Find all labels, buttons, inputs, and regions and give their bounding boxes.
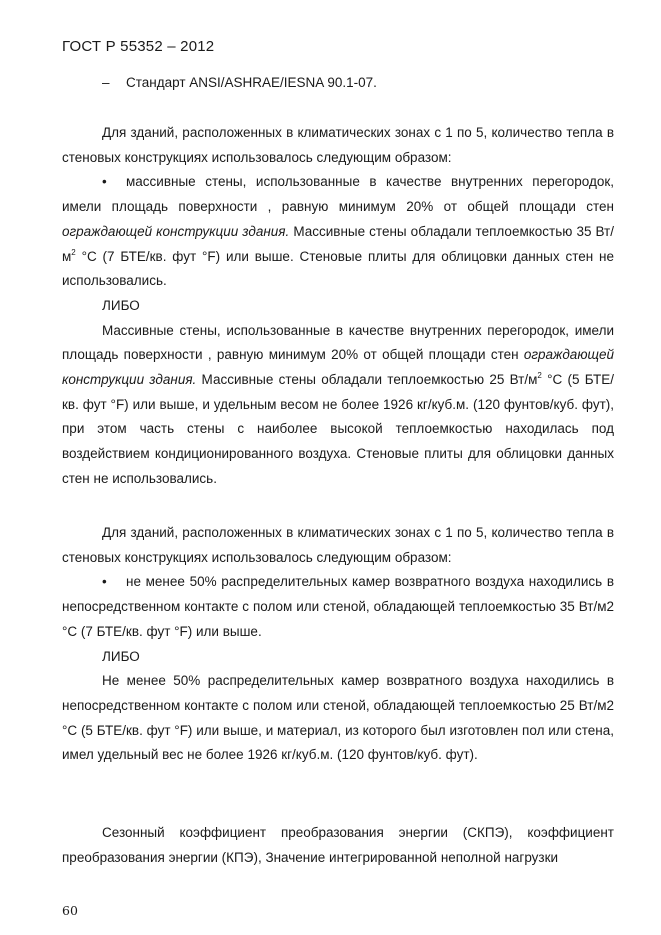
- section-1-alt-italic: ограждающей конструкции здания.: [62, 347, 614, 388]
- section-1-intro: Для зданий, расположенных в климатических зонах с 1 по 5, количество тепла в стеновых конструкциях использовалось следующим образом:: [62, 125, 614, 165]
- section-1-alt-text-b: Массивные стены обладали теплоемкостью 25 Вт/м: [201, 372, 538, 388]
- dash-marker: –: [102, 75, 110, 90]
- superscript: 2: [537, 371, 542, 381]
- section-1-alternative: [62, 319, 614, 492]
- section-2-bullet: [62, 570, 614, 644]
- document-header: ГОСТ Р 55352 – 2012: [62, 38, 215, 55]
- page-number: 60: [62, 903, 78, 918]
- standard-reference-text: Стандарт ANSI/ASHRAE/IESNA 90.1-07.: [126, 75, 377, 90]
- section-1-bullet-text-a: массивные стены, использованные в качестве внутренних перегородок, имели площадь поверхности , равную минимум 20% от общей площади стен: [62, 174, 614, 215]
- section-1: [62, 121, 614, 492]
- section-1-bullet: [62, 170, 614, 294]
- or-label: ЛИБО: [102, 297, 140, 313]
- section-1-bullet-italic: ограждающей конструкции здания.: [62, 223, 290, 239]
- section-1-bullet-text-b: Массивные стены обладали теплоемкостью 35 Вт/м: [62, 223, 614, 264]
- or-label: ЛИБО: [102, 648, 140, 664]
- section-1-alt-text-a: Массивные стены, использованные в качестве внутренних перегородок, имели площадь поверхности , равную минимум 20% от общей площади стен: [62, 322, 614, 363]
- section-2-intro: Для зданий, расположенных в климатических зонах с 1 по 5, количество тепла в стеновых конструкциях использовалось следующим образом:: [62, 525, 614, 565]
- bullet-marker: •: [102, 574, 107, 590]
- section-3-text: Сезонный коэффициент преобразования энергии (СКПЭ), коэффициент преобразования энергии (КПЭ), Значение интегрированной неполной нагрузки: [62, 825, 614, 865]
- section-3: [62, 821, 614, 870]
- section-2-alternative: Не менее 50% распределительных камер возвратного воздуха находились в непосредственном контакте с полом или стеной, обладающей теплоемкостью 25 Вт/м2 °С (5 БТЕ/кв. фут °F) или выше, и материал, из которого был изготовлен пол или стена, имел удельный вес не более 1926 кг/куб.м. (120 фунтов/куб. фут).: [62, 673, 614, 763]
- standard-reference-line: [102, 75, 377, 90]
- section-1-bullet-text-c: °С (7 БТЕ/кв. фут °F) или выше. Стеновые плиты для облицовки данных стен не использовались.: [62, 248, 614, 289]
- superscript: 2: [71, 247, 76, 257]
- section-1-alt-text-c: °С (5 БТЕ/кв. фут °F) или выше, и удельным весом не более 1926 кг/куб.м. (120 фунтов/куб. фут), при этом часть стены с наиболее высокой теплоемкостью находилась под воздействием кондиционированного воздуха. Стеновые плиты для облицовки данных стен не использовались.: [62, 372, 614, 486]
- section-2: [62, 521, 614, 768]
- section-2-bullet-text: не менее 50% распределительных камер возвратного воздуха находились в непосредственном контакте с полом или стеной, обладающей теплоемкостью 35 Вт/м2 °С (7 БТЕ/кв. фут °F) или выше.: [62, 574, 614, 639]
- bullet-marker: •: [102, 174, 107, 190]
